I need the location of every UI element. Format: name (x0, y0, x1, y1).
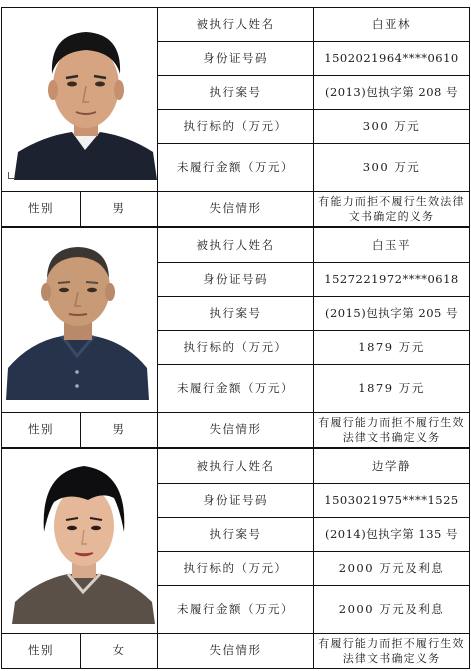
grid-line (1, 226, 470, 228)
person-2-target: 1879 万元 (358, 340, 425, 354)
grid-line (157, 330, 470, 331)
grid-line (1, 668, 470, 669)
person-3-target-label: 执行标的（万元） (183, 561, 288, 575)
person-1-name-label: 被执行人姓名 (196, 17, 275, 31)
grid-line (157, 143, 470, 144)
person-1-situation: 有能力而拒不履行生效法律文书确定的义务 (318, 194, 465, 223)
person-3-case: (2014)包执字第 135 号 (324, 527, 458, 541)
corner-mark (8, 172, 15, 179)
person-1-id: 1502021964****0610 (324, 51, 459, 65)
person-2-photo (6, 232, 149, 400)
person-1-gender: 男 (112, 201, 126, 215)
person-3-name-label: 被执行人姓名 (196, 459, 275, 473)
grid-line (1, 7, 470, 8)
grid-line (1, 191, 470, 192)
person-3-name: 边学静 (372, 459, 411, 473)
person-1-gender-label: 性别 (28, 201, 54, 215)
person-2-id: 1527221972****0618 (324, 272, 459, 286)
person-1-case: (2013)包执字第 208 号 (324, 85, 458, 99)
grid-line (157, 7, 158, 668)
person-2-dishonest-label: 失信情形 (209, 422, 262, 436)
grid-line (1, 447, 470, 449)
person-1-id-label: 身份证号码 (203, 51, 268, 65)
person-2-name: 白玉平 (372, 238, 411, 252)
grid-line (469, 7, 470, 668)
person-3-situation: 有履行能力而拒不履行生效法律文书确定义务 (318, 636, 465, 665)
person-2-case-label: 执行案号 (209, 306, 262, 320)
person-3-id-label: 身份证号码 (203, 493, 268, 507)
grid-line (157, 517, 470, 518)
person-2-target-label: 执行标的（万元） (183, 340, 288, 354)
grid-line (157, 75, 470, 76)
person-3-id: 1503021975****1525 (324, 493, 459, 507)
person-2-id-label: 身份证号码 (203, 272, 268, 286)
person-2-name-label: 被执行人姓名 (196, 238, 275, 252)
person-2-gender-label: 性别 (28, 422, 54, 436)
grid-line (157, 585, 470, 586)
person-1-case-label: 执行案号 (209, 85, 262, 99)
grid-line (157, 296, 470, 297)
grid-line (80, 191, 81, 226)
person-3-gender: 女 (112, 643, 126, 657)
person-2-unpaid: 1879 万元 (358, 381, 425, 395)
person-3-unpaid-label: 未履行金额（万元） (177, 602, 294, 616)
grid-line (80, 412, 81, 447)
person-1-unpaid: 300 万元 (362, 160, 421, 174)
person-2-gender: 男 (112, 422, 126, 436)
grid-line (157, 41, 470, 42)
person-3-unpaid: 2000 万元及利息 (338, 602, 445, 616)
grid-line (1, 412, 470, 413)
person-3-case-label: 执行案号 (209, 527, 262, 541)
grid-line (157, 551, 470, 552)
person-1-name: 白亚林 (372, 17, 411, 31)
person-1-photo (14, 12, 157, 180)
grid-line (1, 7, 2, 668)
grid-line (157, 364, 470, 365)
person-3-target: 2000 万元及利息 (338, 561, 445, 575)
person-1-dishonest-label: 失信情形 (209, 201, 262, 215)
grid-line (157, 483, 470, 484)
person-1-target-label: 执行标的（万元） (183, 119, 288, 133)
grid-line (313, 7, 314, 668)
grid-line (157, 262, 470, 263)
person-2-situation: 有履行能力而拒不履行生效法律文书确定义务 (318, 415, 465, 444)
grid-line (80, 633, 81, 668)
person-1-target: 300 万元 (362, 119, 421, 133)
person-3-gender-label: 性别 (28, 643, 54, 657)
grid-line (157, 109, 470, 110)
person-3-photo (12, 452, 155, 624)
person-2-case: (2015)包执字第 205 号 (324, 306, 458, 320)
grid-line (1, 633, 470, 634)
person-2-unpaid-label: 未履行金额（万元） (177, 381, 294, 395)
person-3-dishonest-label: 失信情形 (209, 643, 262, 657)
person-1-unpaid-label: 未履行金额（万元） (177, 160, 294, 174)
